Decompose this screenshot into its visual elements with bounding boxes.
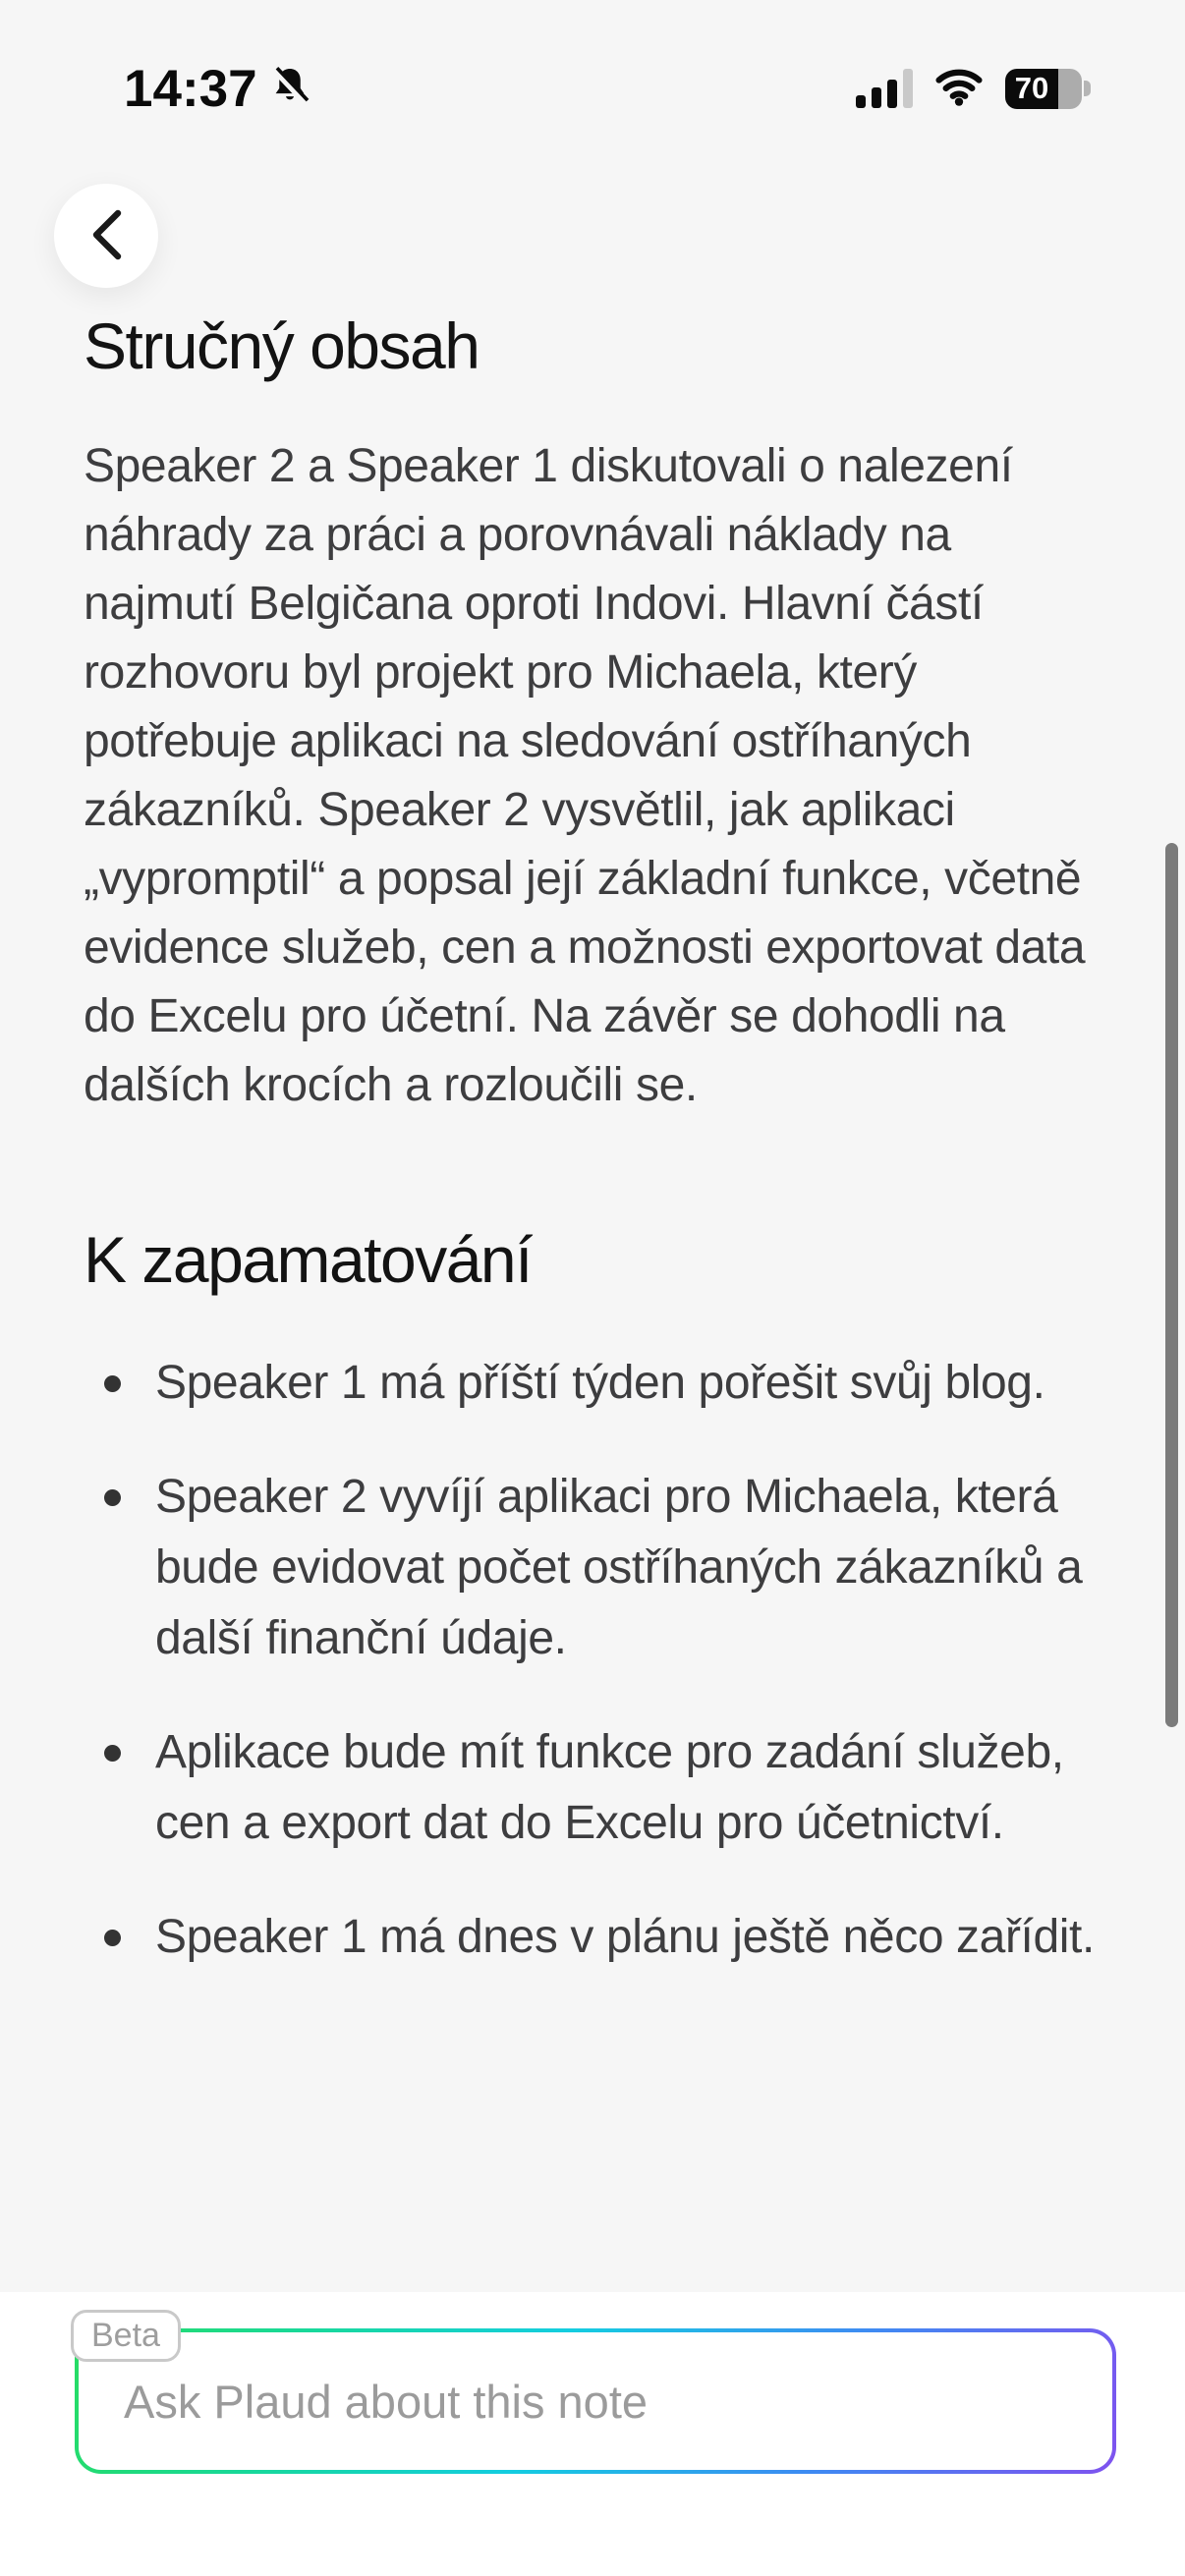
list-item: Speaker 2 vyvíjí aplikaci pro Michaela, která bude evidovat počet ostříhaných zákazníků a další finanční údaje. — [84, 1462, 1100, 1674]
cellular-signal-icon — [856, 69, 913, 108]
ask-input-gradient-border — [75, 2328, 1116, 2474]
ask-plaud-input[interactable] — [122, 2374, 1069, 2430]
takeaways-heading: K zapamatování — [84, 1223, 532, 1296]
list-item: Aplikace bude mít funkce pro zadání služeb, cen a export dat do Excelu pro účetnictví. — [84, 1717, 1100, 1859]
summary-paragraph: Speaker 2 a Speaker 1 diskutovali o nalezení náhrady za práci a porovnávali náklady na najmutí Belgičana oproti Indovi. Hlavní částí rozhovoru byl projekt pro Michaela, který potřebuje aplikaci na sledování ostříhaných zákazníků. Speaker 2 vysvětlil, jak aplikaci „vypromptil“ a popsal její základní funkce, včetně evidence služeb, cen a možnosti exportovat data do Excelu pro účetní. Na závěr se dohodli na dalších krocích a rozloučili se. — [84, 440, 1086, 1111]
list-item: Speaker 1 má příští týden pořešit svůj blog. — [84, 1348, 1100, 1419]
notifications-off-icon — [267, 64, 312, 114]
back-button[interactable] — [54, 184, 158, 288]
scrollbar[interactable] — [1165, 843, 1178, 1727]
list-item: Speaker 1 má dnes v plánu ještě něco zařídit. — [84, 1902, 1100, 1973]
status-bar — [0, 59, 1185, 118]
takeaways-list — [84, 1348, 1100, 1973]
chevron-left-icon — [88, 209, 124, 263]
ask-bar-container — [0, 2292, 1185, 2576]
battery-icon — [1005, 69, 1091, 109]
summary-heading: Stručný obsah — [84, 309, 480, 382]
battery-percent: 70 — [1005, 69, 1058, 109]
wifi-icon — [934, 67, 984, 111]
beta-badge: Beta — [71, 2310, 181, 2362]
ask-input-field — [79, 2332, 1112, 2470]
status-time: 14:37 — [124, 59, 257, 118]
